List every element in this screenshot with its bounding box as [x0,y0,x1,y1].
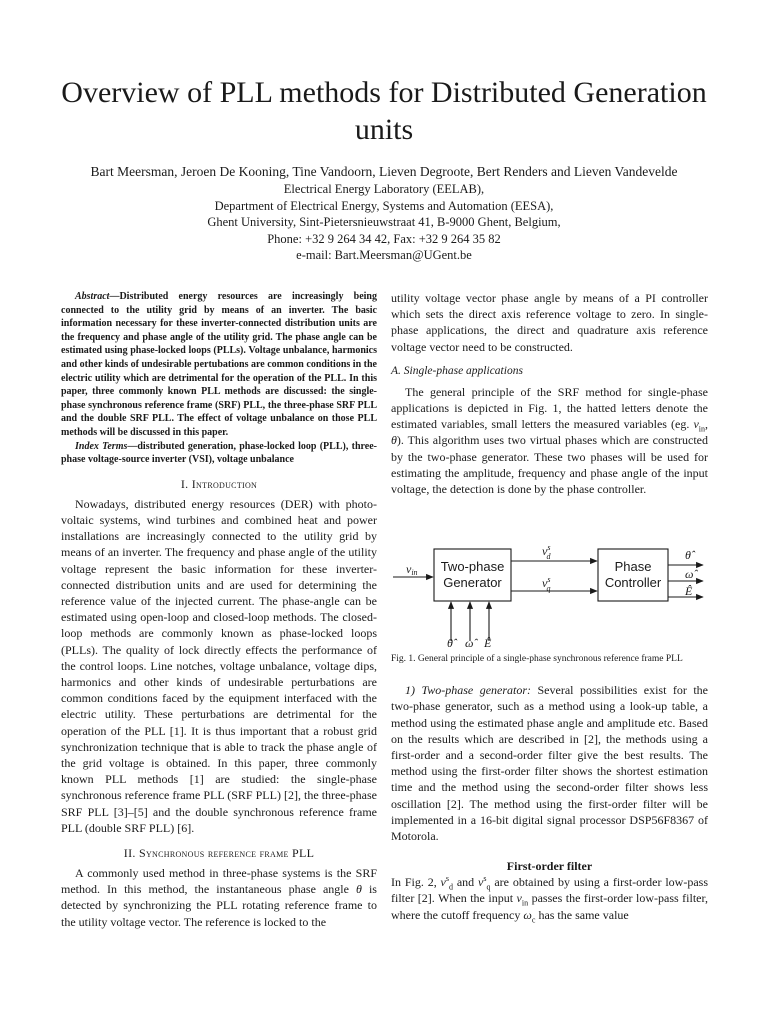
amplitude-feedback-label: Ê [484,636,492,651]
single-phase-text: ). This algorithm uses two virtual phases which are constructed by the two-phase generator. These two phases will be used for estimating the amplitude, frequency and phase angle of the input voltage, the detection is done by the phase controller. [391,433,708,497]
omega-output-label: ω̂ [685,567,694,582]
subscript-d: d [449,882,453,892]
vin-symbol: v [693,417,699,432]
left-column [61,290,377,930]
first-order-filter-heading: First-order filter [506,859,593,874]
theta-output-label: θ̂ [685,548,691,563]
single-phase-paragraph [391,384,708,497]
continued-paragraph: utility voltage vector phase angle by means of a PI controller which sets the direct axis reference voltage to zero. In single-phase applications, the direct and quadrature axis reference voltage vector need to be constructed. [391,291,708,354]
vin-subscript: in [698,424,705,434]
right-column [391,290,708,923]
theta-symbol: θ [356,882,362,897]
omega-feedback-label: ω̂ [465,636,474,651]
vd-label: $v^s$ d [542,543,551,562]
superscript-s: s [445,874,449,884]
phase-controller-label: Phase [614,559,652,575]
index-terms [61,440,377,467]
affiliation-line: Phone: +32 9 264 34 42, Fax: +32 9 264 35 82 [267,232,501,246]
two-phase-generator-heading: 1) Two-phase generator: [405,683,532,698]
srf-text: A commonly used method in three-phase systems is the SRF method. In this method, the instantaneous phase angle [61,865,377,897]
theta-feedback-label: θ̂ [447,636,453,651]
subscript-q: q [486,882,491,892]
superscript-s: s [483,874,487,884]
subscript-c: c [531,915,536,925]
abstract [61,290,377,440]
index-terms-text: —distributed generation, phase-locked loop (PLL), three-phase voltage-source inverter (VSI), voltage unbalance [61,440,377,466]
index-terms-label: Index Terms [75,440,128,452]
section-heading-introduction: I. Introduction [180,476,258,491]
phase-controller-label: Controller [604,575,662,591]
affiliation-line: Ghent University, Sint-Pietersnieuwstraat 41, B-9000 Ghent, Belgium, [207,215,561,229]
first-order-text: are obtained by using a first-order low-pass filter [2]. When the input [391,875,709,906]
vq-label: $v^s$ q [542,575,551,594]
paper-title: Overview of PLL methods for Distributed Generation units [61,76,707,146]
figure-1-block-diagram [391,505,708,651]
vin-symbol: v [516,891,522,906]
abstract-text: —Distributed energy resources are increasingly being connected to the utility grid by means of an inverter. The basic information necessary for these inverter-connected distribution units are the frequency and phase angle of the utility grid. The phase angle can be estimated using phase-locked loops (PLLs). Voltage unbalance, harmonics and other kinds of undesirable pertubations are common conditions in the electric utility which are detrimental for the operation of the PLL. In this paper, three commonly known PLL methods are discussed: the single-phase synchronous reference frame (SRF) PLL, the three-phase SRF PLL and the double SRF PLL. The effect of voltage unbalance on those PLL methods will be discussed in this paper. [61,291,377,438]
author-list: Bart Meersman, Jeroen De Kooning, Tine Vandoorn, Lieven Degroote, Bert Renders and Lieven Vandevelde [90,164,678,179]
first-order-text: and [453,875,479,890]
theta-symbol: θ [391,433,397,448]
first-order-text: In Fig. 2, [391,875,441,890]
abstract-label: Abstract [75,291,110,302]
first-order-filter-paragraph [391,874,708,923]
figure-1-caption: Fig. 1. General principle of a single-phase synchronous reference frame PLL [391,654,683,665]
affiliation-line: Electrical Energy Laboratory (EELAB), [283,182,485,196]
subsection-heading-single-phase: A. Single-phase applications [391,364,523,377]
introduction-paragraph: Nowadays, distributed energy resources (DER) with photo-voltaic systems, wind turbines and combined heat and power installations are increasingly connected to the utility grid by means of an inverter. The frequency and phase angle of the utility voltage represent the basic information for these inverter-connected distribution units and are used for determining the reference value of the injected current. The phase-angle can be estimated using open-loop and closed-loop methods. The closed-loop methods are commonly known as phase-locked loops (PLLs). The quality of lock directly effects the performance of the control loops. Line notches, voltage unbalance, voltage dips, harmonics and other kinds of undesirable perturbations are common conditions faced by the equipment interfaced with the electric utility. These perturbations are detrimental for the operation of the PLL [1]. It is thus important that a robust grid synchronization technique that is able to track the phase angle of the grid voltage is obtained. In this paper, three commonly known PLL methods [1] are studied: the single-phase synchronous reference frame PLL (SRF PLL) [2], the three-phase SRF PLL [3]–[5] and the double synchronous reference frame PLL (double SRF PLL) [6]. [61,496,377,835]
affiliation-email: e-mail: Bart.Meersman@UGent.be [296,248,472,262]
two-phase-generator-text: Several possibilities exist for the two-phase generator, such as a method using a look-up table, a method using the estimated phase angle and amplitude etc. Based on the results which are described in [2], the methods using a first-order and a second-order filter give the best results. The method using the first-order filter shows the shortest estimation time and the method using the second-order filter shows less oscillation [2]. The method using the first-order filter will be implemented in a 16-bit digital signal processor DSP56F8367 of Motorola. [391,683,708,844]
two-phase-generator-paragraph [391,682,708,844]
single-phase-text: The general principle of the SRF method for single-phase applications is depicted in Fig. 1, the hatted letters denote the estimated variables, small letters the measured variables (eg. [391,384,708,432]
two-phase-generator-label: Generator [443,575,502,591]
vd-symbol: v [440,875,446,890]
omega-symbol: ω [523,907,532,922]
input-vin-label: vin [406,562,418,578]
first-order-text: has the same value [535,907,629,922]
two-phase-generator-label: Two-phase [440,559,505,575]
srf-paragraph [61,865,377,930]
affiliation-line: Department of Electrical Energy, Systems and Automation (EESA), [214,199,554,213]
vq-symbol: v [478,875,484,890]
subscript-in: in [521,898,529,908]
section-heading-srf: II. Synchronous reference frame PLL [123,845,315,860]
single-phase-text: , [705,417,708,432]
amplitude-output-label: Ê [685,584,693,599]
srf-text: is detected by synchronizing the PLL rotating reference frame to the utility voltage vector. The reference is locked to the [61,882,377,929]
first-order-text: passes the first-order low-pass filter, where the cutoff frequency [391,891,709,922]
